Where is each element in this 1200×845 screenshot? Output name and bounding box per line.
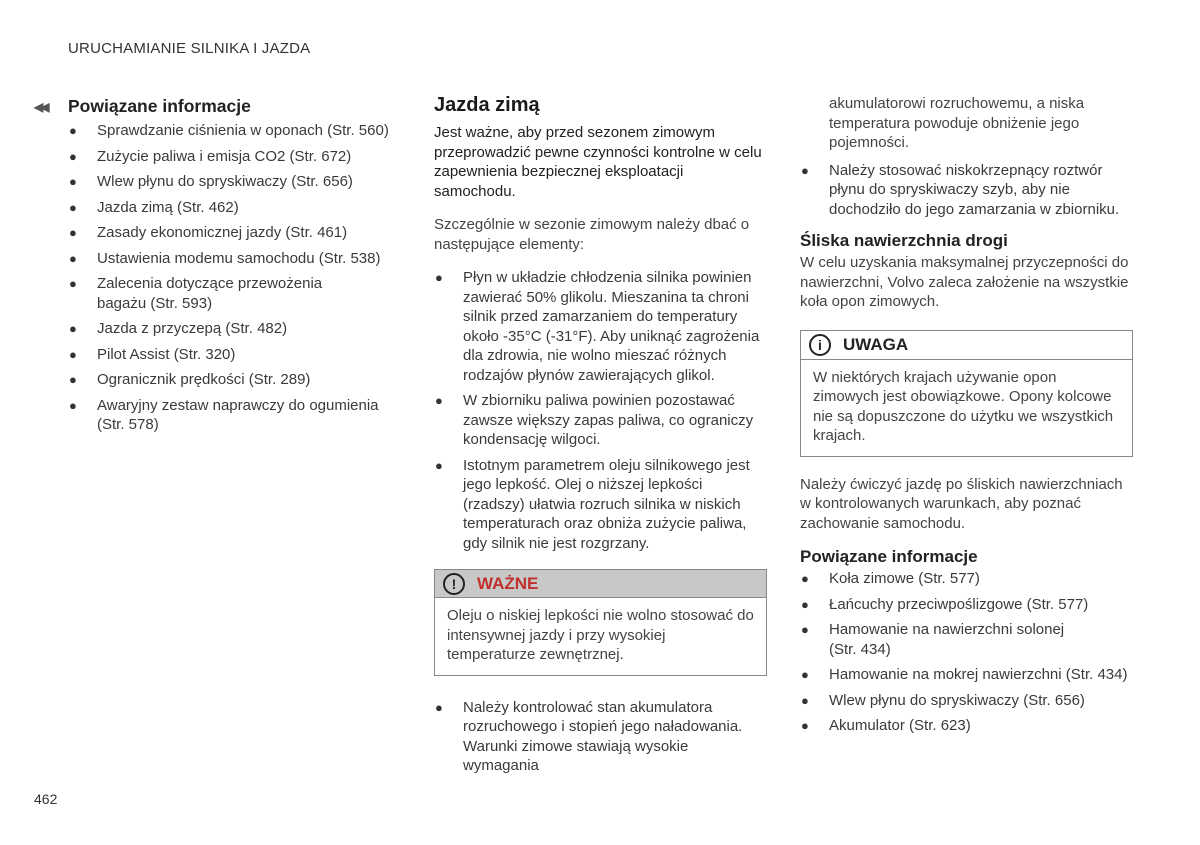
exclamation-icon: ! — [443, 573, 465, 595]
bullet-icon: ● — [435, 393, 443, 408]
related-link-text[interactable]: Awaryjny zestaw naprawczy do ogumienia (Str. 578) — [97, 396, 379, 433]
related-link[interactable] — [800, 569, 1133, 589]
related-link[interactable] — [800, 665, 1145, 685]
slippery-road-text: W celu uzyskania maksymalnej przyczepności do nawierzchni, Volvo zaleca założenie na wszystkie koła opon zimowych. — [800, 254, 1129, 310]
related-link[interactable] — [34, 370, 404, 390]
related-link[interactable] — [34, 319, 404, 339]
list-item — [800, 161, 1133, 220]
related-link-text[interactable]: Ogranicznik prędkości (Str. 289) — [97, 371, 311, 388]
warning-header — [435, 570, 766, 598]
related-info-title: Powiązane informacje — [800, 547, 978, 566]
warning-text: Oleju o niskiej lepkości nie wolno stosować do intensywnej jazdy i przy wysokiej temperaturze zewnętrznej. — [447, 607, 754, 663]
bullet-icon: ● — [69, 250, 77, 266]
bullet-icon: ● — [435, 270, 443, 285]
related-link-text[interactable]: Zużycie paliwa i emisja CO2 (Str. 672) — [97, 147, 352, 165]
related-link-text[interactable]: Ustawienia modemu samochodu (Str. 538) — [97, 249, 381, 267]
winter-checklist — [434, 268, 767, 553]
related-link[interactable] — [34, 345, 404, 365]
related-info-heading — [34, 96, 404, 117]
related-link-text[interactable]: Łańcuchy przeciwpoślizgowe (Str. 577) — [829, 595, 1089, 613]
winter-checklist-end — [800, 161, 1133, 220]
practice-paragraph: Należy ćwiczyć jazdę po śliskich nawierzchniach w kontrolowanych warunkach, aby poznać zachowanie samochodu. — [800, 475, 1123, 532]
related-info-column — [34, 96, 404, 441]
bullet-icon: ● — [69, 148, 77, 164]
info-icon: i — [809, 334, 831, 356]
slippery-road-column — [800, 94, 1133, 742]
bullet-icon: ● — [69, 276, 77, 291]
bullet-icon: ● — [69, 174, 77, 189]
related-link[interactable] — [34, 274, 368, 313]
related-link[interactable] — [34, 121, 404, 141]
winter-driving-column — [434, 94, 767, 782]
related-link[interactable] — [34, 172, 404, 192]
warning-title: WAŻNE — [477, 573, 539, 593]
bullet-icon: ● — [801, 162, 809, 178]
bullet-icon: ● — [801, 596, 809, 612]
list-item-text: W zbiorniku paliwa powinien pozostawać zawsze większy zapas paliwa, co ograniczy kondensację wilgoci. — [463, 392, 754, 448]
page-header: URUCHAMIANIE SILNIKA I JAZDA — [68, 40, 311, 57]
bullet-icon: ● — [801, 622, 809, 637]
body-paragraph: Szczególnie w sezonie zimowym należy dbać o następujące elementy: — [434, 216, 750, 253]
caution-header — [801, 331, 1132, 359]
list-item-text: Należy stosować niskokrzepnący roztwór płynu do spryskiwaczy szyb, aby nie dochodziło do jego zamarzania w zbiorniku. — [829, 161, 1120, 218]
related-link-text[interactable]: Hamowanie na mokrej nawierzchni (Str. 434) — [829, 666, 1128, 683]
related-link-text[interactable]: Wlew płynu do spryskiwaczy (Str. 656) — [97, 173, 353, 190]
related-link-text[interactable]: Akumulator (Str. 623) — [829, 717, 971, 734]
related-link[interactable] — [34, 396, 384, 435]
list-item — [434, 268, 767, 385]
winter-checklist-continued — [434, 698, 767, 776]
list-item — [434, 456, 767, 554]
related-link-text[interactable]: Jazda zimą (Str. 462) — [97, 198, 239, 216]
related-link[interactable] — [800, 716, 1133, 736]
slippery-road-heading: Śliska nawierzchnia drogi — [800, 231, 1008, 250]
bullet-icon: ● — [69, 346, 77, 362]
related-link-text[interactable]: Koła zimowe (Str. 577) — [829, 570, 980, 587]
caution-title: UWAGA — [843, 334, 909, 354]
warning-box — [434, 569, 767, 676]
bullet-icon: ● — [801, 667, 809, 682]
list-item-text: Płyn w układzie chłodzenia silnika powinien zawierać 50% glikolu. Mieszanina ta chroni silnik przed zamarzaniem do temperatury około -35°C (-31°F). Aby uniknąć zagrożenia dla zdrowia, nie wolno mieszać różnych rodzajów płynów zawierających glikol. — [463, 269, 760, 384]
related-link-text[interactable]: Pilot Assist (Str. 320) — [97, 345, 236, 363]
related-link[interactable] — [34, 147, 404, 167]
related-link-text[interactable]: Sprawdzanie ciśnienia w oponach (Str. 560) — [97, 122, 389, 139]
related-info-title: Powiązane informacje — [68, 96, 251, 116]
bullet-icon: ● — [69, 321, 77, 336]
bullet-icon: ● — [801, 692, 809, 708]
related-link[interactable] — [800, 620, 1070, 659]
related-link[interactable] — [800, 691, 1133, 711]
related-link-text[interactable]: Zalecenia dotyczące przewożenia bagażu (Str. 593) — [97, 275, 323, 312]
related-link[interactable] — [800, 595, 1133, 615]
related-info-list — [800, 569, 1133, 736]
page-number: 462 — [34, 791, 58, 807]
section-title: Jazda zimą — [434, 94, 540, 116]
caution-text: W niektórych krajach używanie opon zimowych jest obowiązkowe. Opony kolcowe nie są dopuszczone do użytku we wszystkich krajach. — [801, 359, 1132, 456]
list-item-text: Istotnym parametrem oleju silnikowego jest jego lepkość. Olej o niższej lepkości (rzadszy) ułatwia rozruch silnika w niskich temperaturach oraz obniża zużycie paliwa, gdy silnik nie jest rozgrzany. — [463, 456, 750, 552]
bullet-icon: ● — [801, 718, 809, 733]
bullet-icon: ● — [69, 397, 77, 413]
bullet-icon: ● — [69, 199, 77, 215]
related-link-text[interactable]: Jazda z przyczepą (Str. 482) — [97, 320, 288, 337]
related-link[interactable] — [34, 198, 404, 218]
list-item-text: Należy kontrolować stan akumulatora rozruchowego i stopień jego naładowania. Warunki zimowe stawiają wysokie wymagania — [463, 698, 743, 774]
bullet-icon: ● — [435, 457, 443, 473]
related-link-text[interactable]: Hamowanie na nawierzchni solonej (Str. 434) — [829, 621, 1065, 658]
related-link[interactable] — [34, 223, 404, 243]
list-item — [434, 391, 767, 450]
related-link[interactable] — [34, 249, 404, 269]
back-arrows-icon[interactable]: ◀◀ — [34, 99, 47, 114]
related-link-text[interactable]: Wlew płynu do spryskiwaczy (Str. 656) — [829, 691, 1085, 709]
bullet-icon: ● — [69, 372, 77, 387]
intro-paragraph: Jest ważne, aby przed sezonem zimowym przeprowadzić pewne czynności kontrolne w celu zapewnienia bezpiecznej eksploatacji samochodu. — [434, 124, 762, 200]
related-link-text[interactable]: Zasady ekonomicznej jazdy (Str. 461) — [97, 224, 348, 241]
bullet-icon: ● — [801, 571, 809, 586]
caution-box — [800, 330, 1133, 457]
bullet-icon: ● — [69, 123, 77, 138]
continued-text: akumulatorowi rozruchowemu, a niska temperatura powoduje obniżenie jego pojemności. — [829, 95, 1085, 151]
related-info-list — [34, 121, 404, 435]
list-item — [434, 698, 767, 776]
bullet-icon: ● — [435, 699, 443, 715]
bullet-icon: ● — [69, 225, 77, 240]
